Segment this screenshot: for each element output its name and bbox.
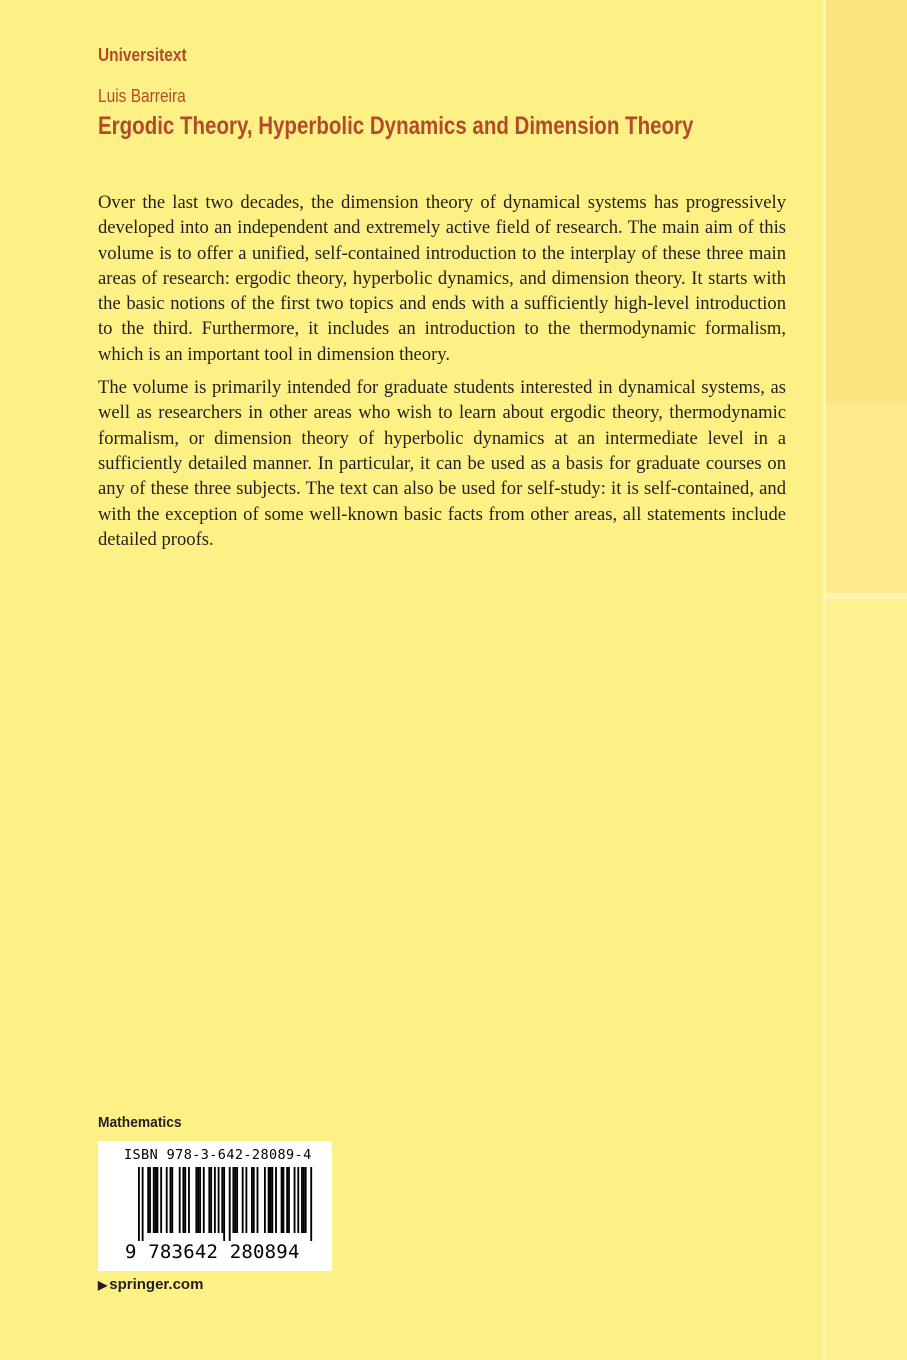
- barcode-bar: [221, 1167, 223, 1233]
- barcode-bar: [160, 1167, 162, 1233]
- barcode-digits: 9 783642 280894: [125, 1241, 300, 1263]
- barcode-bar: [214, 1167, 216, 1233]
- barcode-bar: [268, 1167, 270, 1233]
- barcode-bar: [182, 1167, 184, 1233]
- barcode-bar: [155, 1167, 157, 1233]
- barcode-bar: [179, 1167, 181, 1233]
- blurb-text: [98, 190, 786, 560]
- barcode-bar: [188, 1167, 190, 1233]
- blurb-paragraph-2: The volume is primarily intended for graduate students interested in dynamical systems, as well as researchers in other areas who wish to learn about ergodic theory, thermodynamic formalism, or dimension theory of hyperbolic dynamics at an intermediate level in a sufficiently detailed manner. In particular, it can be used as a basis for graduate courses on any of these three subjects. The text can also be used for self-study: it is self-contained, and with the exception of some well-known basic facts from other areas, all statements include detailed proofs.: [98, 377, 786, 550]
- barcode-bar: [138, 1167, 140, 1241]
- barcode-bar: [208, 1167, 210, 1233]
- barcode-bar: [303, 1167, 305, 1233]
- barcode-bar: [275, 1167, 277, 1233]
- barcode-bar: [157, 1167, 159, 1233]
- barcode-bar: [203, 1167, 205, 1233]
- barcode-bar: [147, 1167, 149, 1233]
- barcode-bar: [305, 1167, 307, 1233]
- website-link[interactable]: [98, 1276, 203, 1293]
- spine-strip-top: [826, 0, 907, 403]
- barcode-bar: [236, 1167, 238, 1233]
- website-text: springer.com: [109, 1276, 204, 1293]
- barcode-bar: [184, 1167, 186, 1233]
- barcode-bar: [149, 1167, 151, 1233]
- barcode-bar: [218, 1167, 220, 1233]
- barcode-bar: [294, 1167, 296, 1233]
- barcode-bar: [288, 1167, 290, 1233]
- barcode-bar: [286, 1167, 288, 1233]
- series-name: Universitext: [98, 45, 187, 65]
- blurb-paragraph-1: Over the last two decades, the dimension theory of dynamical systems has progressively developed into an independent and extremely active field of research. The main aim of this volume is to offer a unified, self-contained introduction to the interplay of these three main areas of research: ergodic theory, hyperbolic dynamics, and dimension theory. It starts with the basic notions of the first two topics and ends with a sufficiently high-level introduction to the third. Furthermore, it includes an introduction to the thermodynamic formalism, which is an important tool in dimension theory.: [98, 192, 786, 365]
- book-title: Ergodic Theory, Hyperbolic Dynamics and Dimension Theory: [98, 112, 694, 140]
- barcode-bar: [234, 1167, 236, 1233]
- barcode-bar: [283, 1167, 285, 1233]
- barcode-bar: [270, 1167, 272, 1233]
- isbn-barcode: [98, 1141, 332, 1271]
- barcode-bar: [281, 1167, 283, 1233]
- barcode-bar: [271, 1167, 273, 1233]
- triangle-right-icon: ▶: [98, 1278, 108, 1292]
- barcode-bar: [153, 1167, 155, 1233]
- barcode-bar: [242, 1167, 244, 1233]
- subject-category: Mathematics: [98, 1114, 182, 1131]
- barcode-bar: [245, 1167, 247, 1233]
- barcode-bars: [138, 1167, 314, 1241]
- spine-strip-bottom: [826, 599, 907, 1360]
- barcode-bar: [257, 1167, 259, 1233]
- author-name: Luis Barreira: [98, 86, 186, 106]
- barcode-bar: [195, 1167, 197, 1233]
- barcode-bar: [232, 1167, 234, 1233]
- barcode-bar: [223, 1167, 225, 1241]
- barcode-bar: [171, 1167, 173, 1233]
- barcode-bar: [169, 1167, 171, 1233]
- barcode-bar: [166, 1167, 168, 1233]
- barcode-bar: [197, 1167, 199, 1233]
- barcode-bar: [199, 1167, 201, 1233]
- barcode-bar: [210, 1167, 212, 1233]
- spine-strip-middle: [826, 403, 907, 593]
- barcode-bar: [310, 1167, 312, 1241]
- barcode-bar: [264, 1167, 266, 1233]
- barcode-bar: [229, 1167, 231, 1241]
- barcode-bar: [251, 1167, 253, 1233]
- barcode-bar: [142, 1167, 144, 1241]
- barcode-bar: [301, 1167, 303, 1233]
- barcode-bar: [253, 1167, 255, 1233]
- isbn-label: ISBN 978-3-642-28089-4: [124, 1147, 312, 1163]
- barcode-bar: [297, 1167, 299, 1233]
